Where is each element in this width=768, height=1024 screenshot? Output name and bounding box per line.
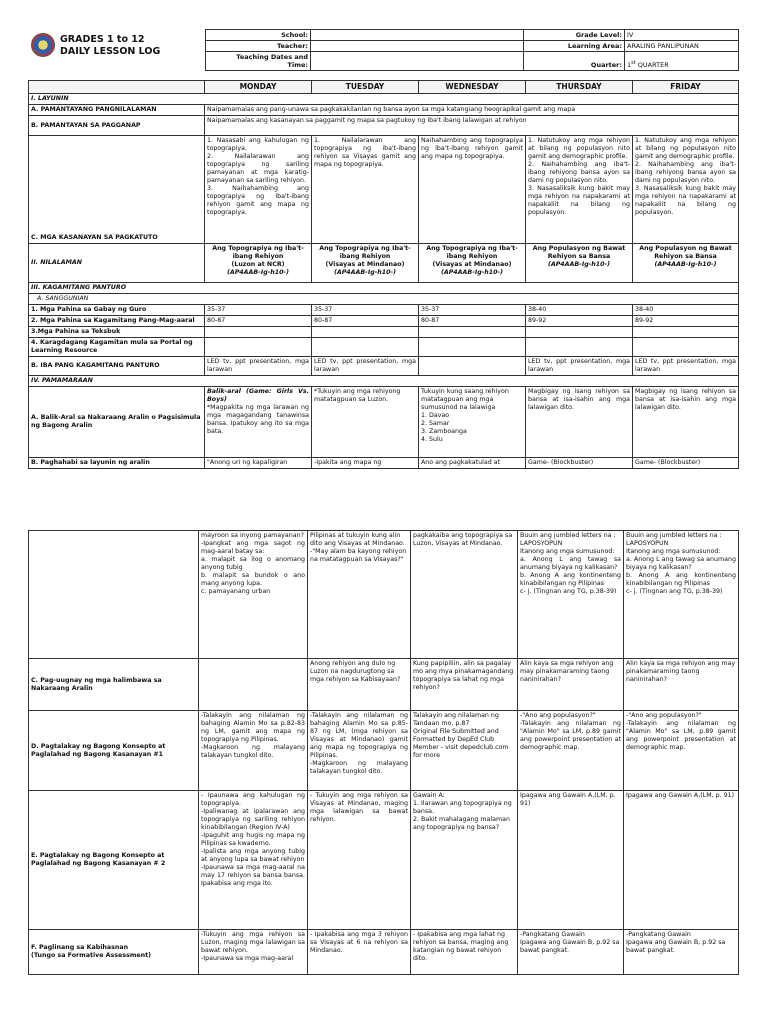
row-label-pamantayan-pagganap: B. PAMANTAYAN SA PAGGANAP: [29, 116, 205, 136]
balik-aral-monday: [205, 387, 312, 458]
balik-aral-tuesday: *Tukuyin ang mga rehiyong matatagpuan sa Luzon.: [312, 387, 419, 458]
magaaral-friday: 89-92: [633, 316, 739, 327]
dates-value: [311, 52, 524, 71]
paghahabi-cont-tuesday: Pilipinas at tukuyin kung alin dito ang Visayas at Mindanao. -"May alam ba kayong rehiyon na matatagpuan sa Visayas?": [308, 531, 411, 659]
nilalaman-wednesday: [419, 244, 526, 283]
nilalaman-sub: (Visayas at Mindanao): [325, 261, 405, 268]
magaaral-monday: 80-87: [205, 316, 312, 327]
iba-pang-monday: LED tv, ppt presentation, mga larawan: [205, 357, 312, 376]
section-layunin: I. LAYUNIN: [29, 94, 739, 105]
quarter-suffix: st: [631, 59, 636, 66]
f-paglinang-wednesday: - Ipakabisa ang mga lahat ng rehiyon sa bansa, maging ang katangian ng bawat rehiyon dito.: [411, 930, 518, 975]
magaaral-wednesday: 80-87: [419, 316, 526, 327]
dates-label-line-2: Time:: [287, 61, 308, 69]
row-label-iba-pang: B. IBA PANG KAGAMITANG PANTURO: [29, 357, 205, 376]
nilalaman-code: (AP4AAB-Ig-h10-): [440, 269, 504, 276]
teacher-value: [311, 41, 524, 52]
teksbuk-wednesday: [419, 327, 526, 338]
day-wednesday: WEDNESDAY: [419, 81, 526, 94]
teksbuk-friday: [633, 327, 739, 338]
teksbuk-tuesday: [312, 327, 419, 338]
nilalaman-friday: [633, 244, 739, 283]
paghahabi-cont-monday: mayroon sa inyong pamayanan? -Ipangkat ang mga sagot ng mag-aaral batay sa: a. malapit sa ilog o anomang anyong tubig b. malapit sa bundok o ano mang anyong lupa. c. pamayanang urban: [199, 531, 308, 659]
balik-aral-wednesday: Tukuyin kung saang rehiyon matatagpuan ang mga sumusunod na lalawiga 1. Davao 2. Samar 3. Zamboanga 4. Sulu: [419, 387, 526, 458]
iba-pang-thursday: LED tv, ppt presentation, mga larawan: [526, 357, 633, 376]
grade-label: Grade Level:: [524, 30, 625, 41]
nilalaman-title: Ang Populasyon ng Bawat Rehiyon sa Bansa: [639, 245, 732, 260]
d-pagtalakay-monday: -Talakayin ang nilalaman ng bahaging Alamin Mo sa p.82-83 ng LM, gamit ang mapa ng topograpiya ng Pilipinas. -Magkaroon ng malayang talakayan tungkol dito.: [199, 711, 308, 791]
e-pagtalakay-friday: Ipagawa ang Gawain A,(LM, p. 91): [624, 791, 739, 930]
pag-uugnay-thursday: Alin kaya sa mga rehiyon ang may pinakamaraming taong naninirahan?: [518, 659, 624, 711]
paghahabi-cont-wednesday: pagkakaiba ang topograpiya sa Luzon, Visayas at Mindanao.: [411, 531, 518, 659]
day-monday: MONDAY: [205, 81, 312, 94]
e-pagtalakay-thursday: Ipagawa ang Gawain A,(LM, p. 91): [518, 791, 624, 930]
dates-label-line-1: Teaching Dates and: [236, 53, 308, 61]
gabay-wednesday: 35-37: [419, 305, 526, 316]
day-friday: FRIDAY: [633, 81, 739, 94]
f-paglinang-line-1: F. Paglinang sa Kabihasnan: [31, 944, 129, 951]
row-label-paghahabi: B. Paghahabi sa layunin ng aralin: [29, 458, 205, 469]
pamantayan-pagganap-value: Naipamamalas ang kasanayan sa paggamit ng mapa sa pagtukoy ng iba't ibang lalawigan at rehiyon: [205, 116, 739, 136]
karagdagang-monday: [205, 338, 312, 357]
deped-seal-logo: [31, 33, 55, 57]
grade-value: IV: [625, 30, 739, 41]
quarter-label: Quarter:: [524, 52, 625, 71]
section-kagamitang: III. KAGAMITANG PANTURO: [29, 283, 739, 294]
karagdagang-tuesday: [312, 338, 419, 357]
pag-uugnay-monday: [199, 659, 308, 711]
title-line-2: DAILY LESSON LOG: [60, 46, 161, 57]
nilalaman-title: Ang Populasyon ng Bawat Rehiyon sa Bansa: [532, 245, 626, 260]
iba-pang-friday: LED tv, ppt presentation, mga larawan: [633, 357, 739, 376]
balik-aral-thursday: Magbigay ng isang rehiyon sa bansa at isa-isahin ang mga lalawigan dito.: [526, 387, 633, 458]
teksbuk-monday: [205, 327, 312, 338]
balik-aral-body: *Magpakita ng mga larawan ng mga magagandang tanawinsa bansa. Ipatukoy ang ito sa mga bata.: [207, 404, 309, 435]
teacher-label: Teacher:: [206, 41, 311, 52]
gabay-tuesday: 35-37: [312, 305, 419, 316]
magaaral-thursday: 89-92: [526, 316, 633, 327]
pag-uugnay-friday: Alin kaya sa mga rehiyon ang may pinakamaraming taong naninirahan?: [624, 659, 739, 711]
paghahabi-tuesday: -Ipakita ang mapa ng: [312, 458, 419, 469]
paghahabi-monday: "Anong uri ng kapaligiran: [205, 458, 312, 469]
title-line-1: GRADES 1 to 12: [60, 34, 145, 45]
f-paglinang-thursday: -Pangkatang Gawain Ipagawa ang Gawain B, p.92 sa bawat pangkat.: [518, 930, 624, 975]
kasanayan-thursday: 1. Natutukoy ang mga rehiyon at bilang ng populasyon nito gamit ang demographic profile. 2. Naihahambing ang iba't-ibang rehiyong bansa ayon sa dami ng populasyon nito. 3. Nasasaliksik kung bakit may mga rehiyon na napakarami at napakaliit na bilang ng populasyon.: [526, 136, 633, 244]
area-value: ARALING PANLIPUNAN: [625, 41, 739, 52]
row-label-kasanayan: C. MGA KASANAYAN SA PAGKATUTO: [29, 136, 205, 244]
school-label: School:: [206, 30, 311, 41]
row-label-karagdagang: 4. Karagdagang Kagamitan mula sa Portal ng Learning Resource: [29, 338, 205, 357]
paghahabi-friday: Game- (Blockbuster): [633, 458, 739, 469]
iba-pang-tuesday: LED tv, ppt presentation, mga larawan: [312, 357, 419, 376]
gabay-monday: 35-37: [205, 305, 312, 316]
row-label-nilalaman: II. NILALAMAN: [29, 244, 205, 283]
nilalaman-code: (AP4AAB-Ig-h10-): [654, 261, 717, 268]
karagdagang-wednesday: [419, 338, 526, 357]
nilalaman-sub: (Visayas at Mindanao): [432, 261, 512, 268]
nilalaman-code: (AP4AAB-Ig-h10-): [547, 261, 611, 268]
row-label-teksbuk: 3.Mga Pahina sa Teksbuk: [29, 327, 205, 338]
nilalaman-title: Ang Topograpiya ng Iba't-ibang Rehiyon: [212, 245, 304, 260]
nilalaman-sub: (Luzon at NCR): [231, 261, 285, 268]
row-label-pamantayang-pangnilalaman: A. PAMANTAYANG PANGNILALAMAN: [29, 105, 205, 116]
quarter-text: QUARTER: [635, 61, 669, 69]
dates-label: [206, 52, 311, 71]
day-tuesday: TUESDAY: [312, 81, 419, 94]
e-pagtalakay-monday: - Ipaunawa ang kahulugan ng topograpiya. -Ipaliwanag at ipalarawan ang topograpiya ng sariling rehiyon kinabibilangan (Region IV-A) -Ipaguhit ang hugis ng mapa ng Pilipinas sa kwaderno. -Ipalista ang mga anyong tubig at anyong lupa sa bawat rehiyon -Ipaunawa sa mga mag-aaral na may 17 rehiyon sa bansa bansa. Ipakabisa ang mga ito.: [199, 791, 308, 930]
header-info-table: [205, 29, 739, 71]
d-pagtalakay-friday: -"Ano ang populasyon?" -Talakayin ang nilalaman ng "Alamin Mo" sa LM, p.89 gamit ang powerpoint presentation at demographic map.: [624, 711, 739, 791]
f-paglinang-tuesday: - Ipakabisa ang mga 3 rehiyon sa Visayas at 6 na rehiyon sa Mindanao.: [308, 930, 411, 975]
row-label-balik-aral: A. Balik-Aral sa Nakaraang Aralin o Pagsisimula ng Bagong Aralin: [29, 387, 205, 458]
e-pagtalakay-wednesday: Gawain A: 1. Ilarawan ang topograpiya ng bansa. 2. Bakit mahalagang malaman ang topograpiya ng bansa?: [411, 791, 518, 930]
nilalaman-title: Ang Topograpiya ng Iba't-ibang Rehiyon: [426, 245, 518, 260]
nilalaman-monday: [205, 244, 312, 283]
area-label: Learning Area:: [524, 41, 625, 52]
f-paglinang-monday: -Tukuyin ang mga rehiyon sa Luzon, maging mga lalawigan sa bawat rehiyon. -Ipaunawa sa mga mag-aaral: [199, 930, 308, 975]
iba-pang-wednesday: [419, 357, 526, 376]
section-sanggunian: A. SANGGUNIAN: [29, 294, 739, 305]
row-label-magaaral: 2. Mga Pahina sa Kagamitang Pang-Mag-aaral: [29, 316, 205, 327]
karagdagang-thursday: [526, 338, 633, 357]
school-value: [311, 30, 524, 41]
paghahabi-cont-friday: Buuin ang jumbled letters na : LAPOSYOPUN Itanong ang mga sumusunod: a. Anong L ang tawag sa anumang biyaya ng kalikasan? b. Anong A ang kontinenteng kinabibilangan ng Pilipinas c- j. (Tingnan ang TG, p.38-39): [624, 531, 739, 659]
teksbuk-thursday: [526, 327, 633, 338]
balik-aral-title: Balik-aral (Game: Girls Vs. Boys): [207, 388, 309, 403]
row-label-pag-uugnay: C. Pag-uugnay ng mga halimbawa sa Nakaraang Aralin: [29, 659, 199, 711]
quarter-number: 1: [627, 61, 632, 69]
row-label-d-pagtalakay: D. Pagtalakay ng Bagong Konsepto at Paglalahad ng Bagong Kasanayan #1: [29, 711, 199, 791]
day-thursday: THURSDAY: [526, 81, 633, 94]
nilalaman-tuesday: [312, 244, 419, 283]
lesson-log-table-page-2: [28, 530, 739, 975]
d-pagtalakay-thursday: -"Ano ang populasyon?" -Talakayin ang nilalaman ng "Alamin Mo" sa LM, p.89 gamit ang powerpoint presentation at demographic map.: [518, 711, 624, 791]
d-pagtalakay-wednesday: Talakayin ang nilalaman ng Tandaan mo, p.87 Original File Submitted and Formatted by DepEd Club Member - visit depedclub.com for more: [411, 711, 518, 791]
nilalaman-title: Ang Topograpiya ng Iba't-ibang Rehiyon: [319, 245, 411, 260]
paghahabi-cont-thursday: Buuin ang jumbled letters na : LAPOSYOPUN Itanong ang mga sumusunod: a. Anong L ang tawag sa anumang biyaya ng kalikasan? b. Anong A ang kontinenteng kinabibilangan ng Pilipinas c- j. (Tingnan ang TG, p.38-39): [518, 531, 624, 659]
pamantayang-pangnilalaman-value: Naipamamalas ang pang-unawa sa pagkakakilanlan ng bansa ayon sa mga katangiang heograpikal gamit ang mapa: [205, 105, 739, 116]
nilalaman-thursday: [526, 244, 633, 283]
pag-uugnay-tuesday: Anong rehiyon ang dulo ng Luzon na nagdurugtong sa mga rehiyon sa Kabisayaan?: [308, 659, 411, 711]
paghahabi-thursday: Game- (Blockbuster): [526, 458, 633, 469]
corner-cell: [29, 81, 205, 94]
lesson-log-table-page-1: [28, 80, 739, 469]
e-pagtalakay-tuesday: - Tukuyin ang mga rehiyon sa Visayas at Mindanao, maging mga lalawigan sa bawat rehiyon.: [308, 791, 411, 930]
karagdagang-friday: [633, 338, 739, 357]
nilalaman-code: (AP4AAB-Ig-h10-): [333, 269, 397, 276]
gabay-thursday: 38-40: [526, 305, 633, 316]
row-label-e-pagtalakay: E. Pagtalakay ng Bagong Konsepto at Paglalahad ng Bagong Kasanayan # 2: [29, 791, 199, 930]
row-label-paghahabi-cont: [29, 531, 199, 659]
kasanayan-monday: 1. Nasasabi ang kahulugan ng topograpiya. 2. Nailalarawan ang topograpiya ng sariling pamayanan at mga karatig-pamayanan sa sariling rehiyon. 3. Naihahambing ang topograpiya ng iba't-ibang rehiyon gamit ang mapa ng topograpiya.: [205, 136, 312, 244]
gabay-friday: 38-40: [633, 305, 739, 316]
d-pagtalakay-tuesday: -Talakayin ang nilalaman ng bahaging Alamin Mo sa p.85-87 ng LM, (mga rehiyon sa Visayas at Mindanao) gamit ang mapa ng topograpiya ng Pilipinas. -Magkaroon ng malayang talakayan tungkol dito.: [308, 711, 411, 791]
row-label-f-paglinang: [29, 930, 199, 975]
section-pamamaraan: IV. PAMAMARAAN: [29, 376, 739, 387]
row-label-gabay: 1. Mga Pahina sa Gabay ng Guro: [29, 305, 205, 316]
f-paglinang-line-2: (Tungo sa Formative Assessment): [31, 952, 152, 959]
nilalaman-code: (AP4AAB-Ig-h10-): [226, 269, 290, 276]
kasanayan-wednesday: Naihahambing ang topograpiya ng iba't-ibang rehiyon gamit ang mapa ng topograpiya.: [419, 136, 526, 244]
balik-aral-friday: Magbigay ng isang rehiyon sa bansa at isa-isahin ang mga lalawigan dito.: [633, 387, 739, 458]
kasanayan-friday: 1. Natutukoy ang mga rehiyon at bilang ng populasyon nito gamit ang demographic profile. 2. Naihahambing ang iba't-ibang rehiyong bansa ayon sa dami ng populasyon nito. 3. Nasasaliksik kung bakit may mga rehiyon na napakarami at napakaliit na bilang ng populasyon.: [633, 136, 739, 244]
f-paglinang-friday: -Pangkatang Gawain Ipagawa ang Gawain B, p.92 sa bawat pangkat.: [624, 930, 739, 975]
pag-uugnay-wednesday: Kung papipiliin, alin sa pagalay mo ang mya pinakamagandang topograpiya sa lahat ng mga rehiyon?: [411, 659, 518, 711]
quarter-value: [625, 52, 739, 71]
paghahabi-wednesday: Ano ang pagkakatulad at: [419, 458, 526, 469]
kasanayan-tuesday: 1. Nailalarawan ang topograpiya ng iba't-ibang rehiyon sa Visayas gamit ang mapa ng topograpiya.: [312, 136, 419, 244]
magaaral-tuesday: 80-87: [312, 316, 419, 327]
